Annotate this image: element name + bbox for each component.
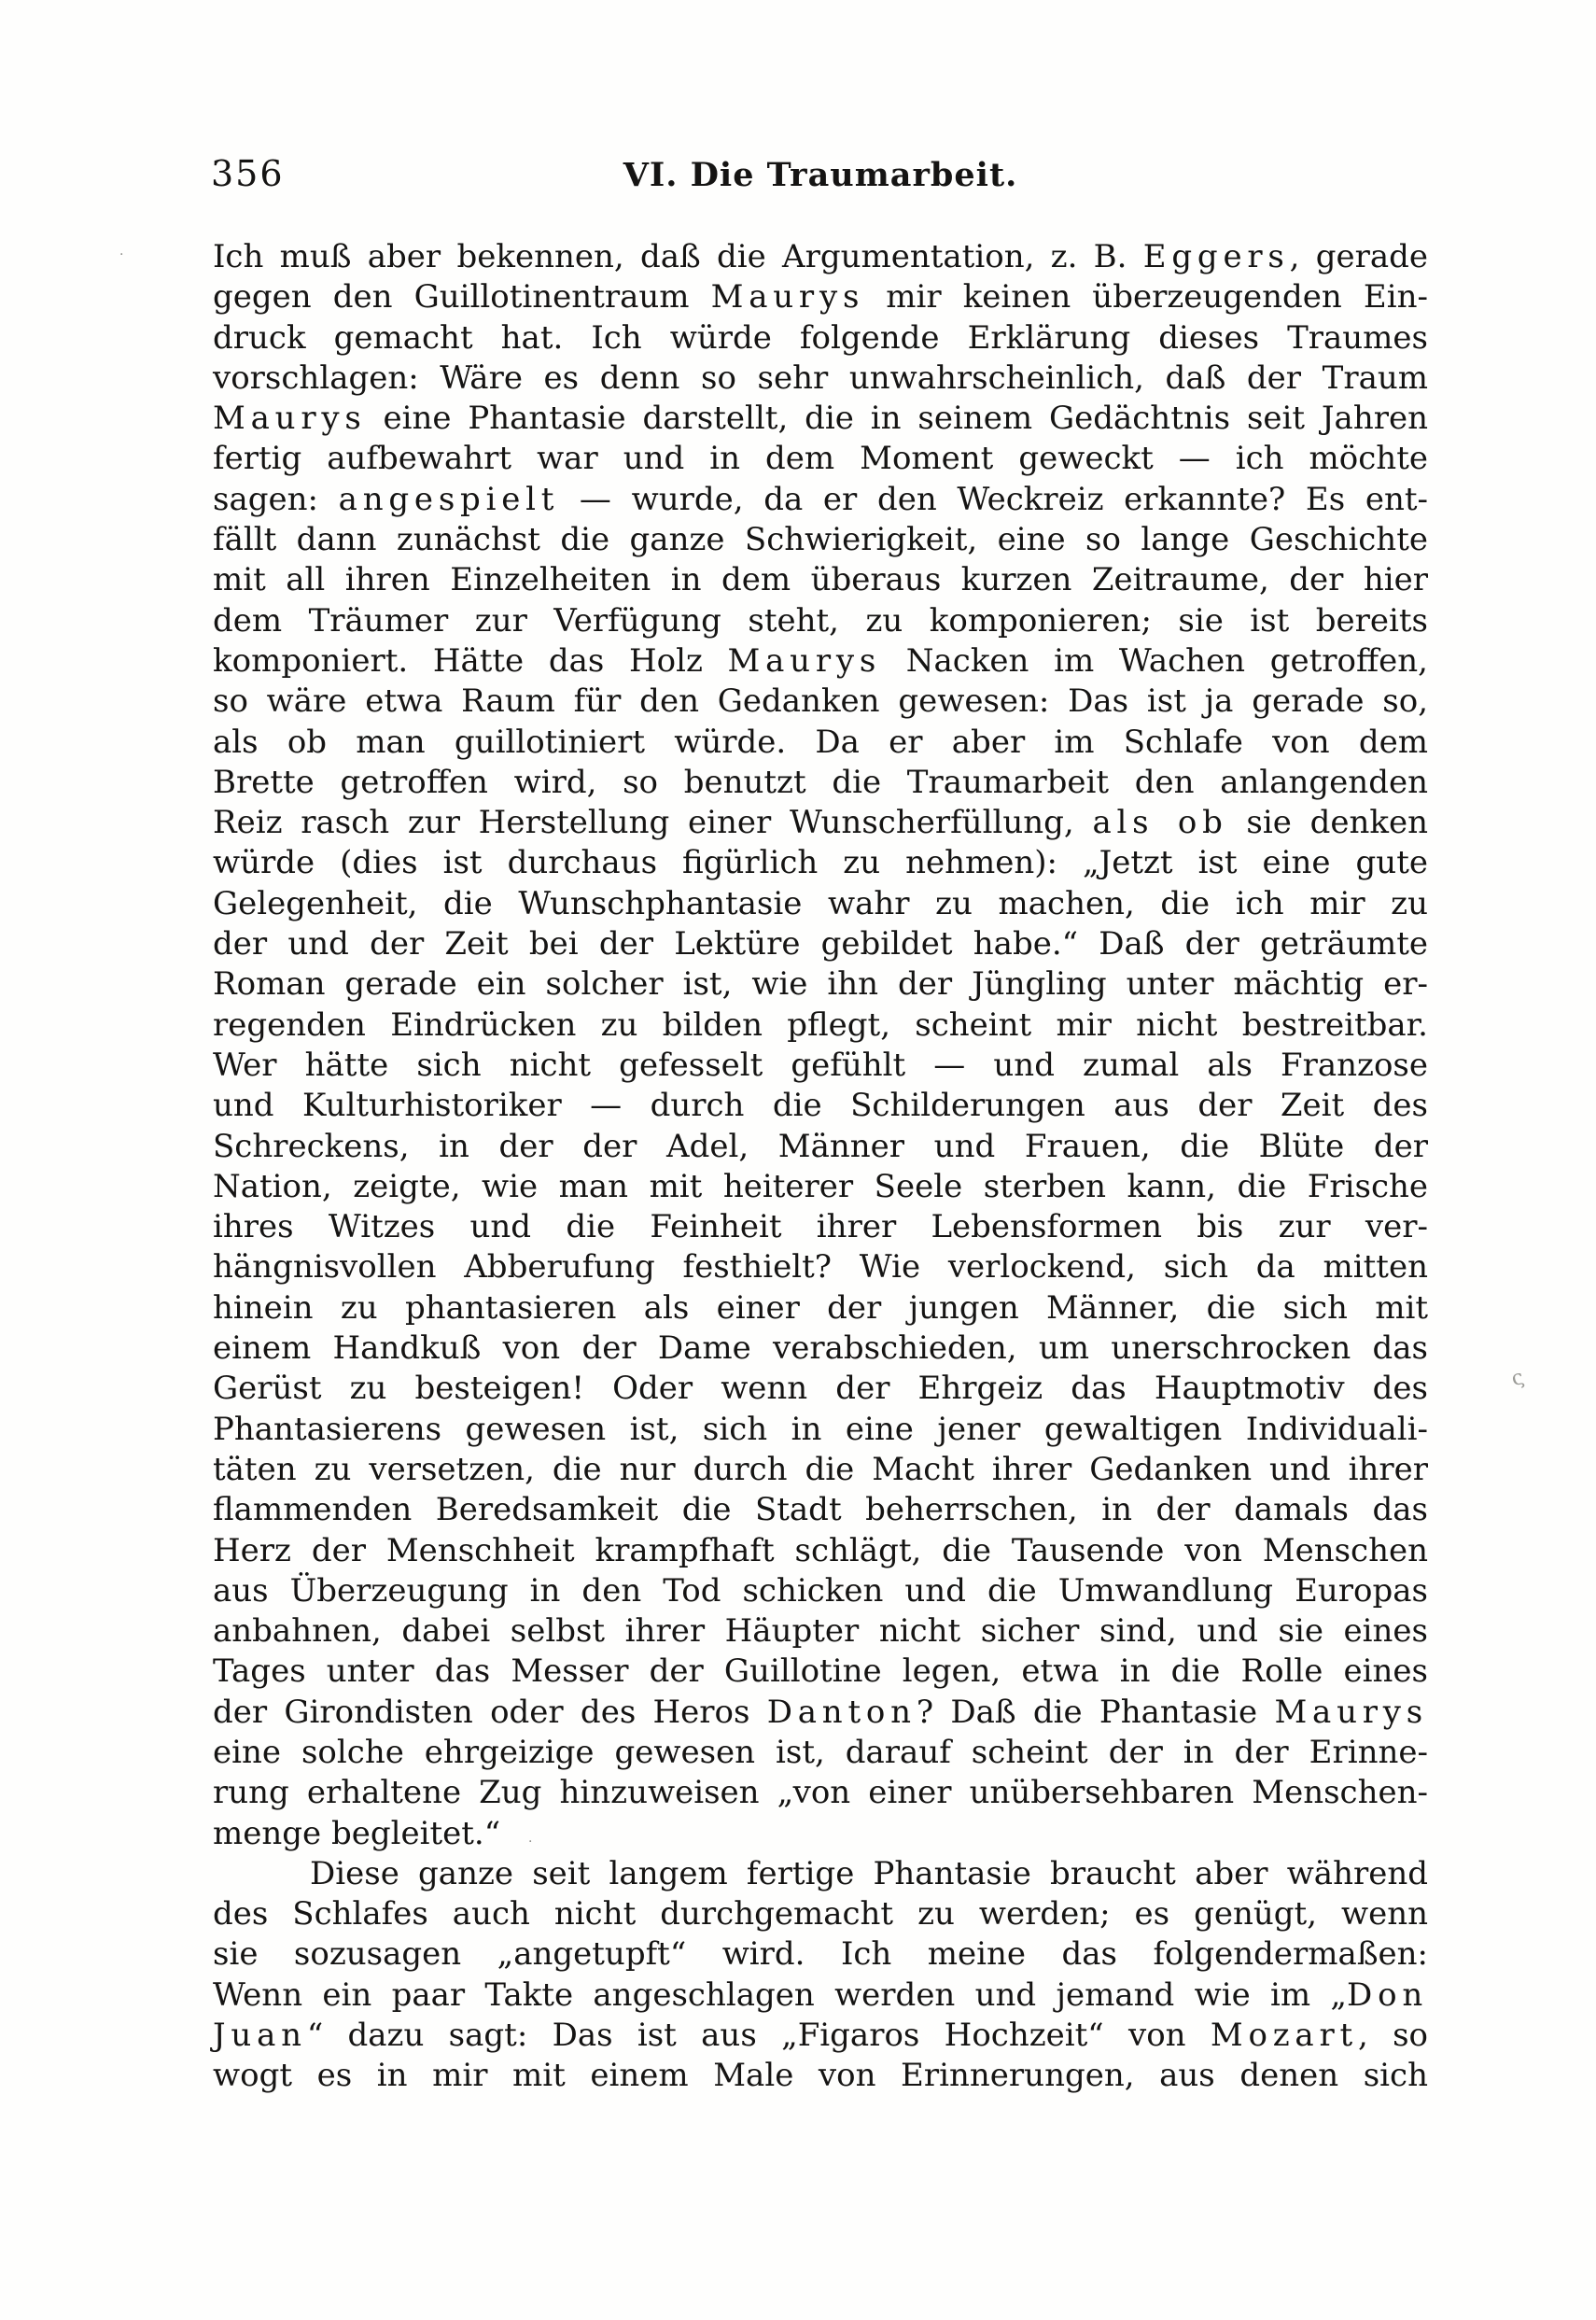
- text-segment: menge begleitet.“: [213, 1814, 501, 1852]
- text-line: [213, 641, 1428, 682]
- text-line: [213, 1329, 1428, 1369]
- text-segment: komponiert. Hätte das Holz: [213, 641, 728, 680]
- emphasized-word: Maurys: [710, 278, 865, 316]
- text-segment: Diese ganze seit langem fertige Phantasie braucht aber während: [310, 1854, 1428, 1892]
- text-line: [213, 237, 1428, 277]
- text-segment: würde (dies ist durchaus figürlich zu nehmen): „Jetzt ist eine gute: [213, 844, 1428, 882]
- text-line: [213, 1247, 1428, 1287]
- text-segment: Roman gerade ein solcher ist, wie ihn der Jüngling unter mächtig er-: [213, 965, 1428, 1004]
- text-line: [213, 560, 1428, 600]
- text-line: [213, 1611, 1428, 1652]
- emphasized-word: Maurys: [1274, 1693, 1429, 1731]
- text-segment: sie denken: [1227, 804, 1428, 842]
- emphasized-word: als ob: [1092, 804, 1228, 842]
- text-line: [213, 399, 1428, 439]
- text-segment: täten zu versetzen, die nur durch die Macht ihrer Gedanken und ihrer: [213, 1450, 1428, 1488]
- text-line: [213, 1490, 1428, 1530]
- text-line: [213, 1814, 1428, 1854]
- text-line: [213, 1288, 1428, 1329]
- text-segment: einem Handkuß von der Dame verabschieden, um unerschrocken das: [213, 1329, 1428, 1368]
- text-segment: rung erhaltene Zug hinzuweisen „von einer unübersehbaren Menschen-: [213, 1774, 1428, 1812]
- text-line: [213, 520, 1428, 560]
- text-line: [213, 277, 1428, 317]
- text-line: [213, 1652, 1428, 1692]
- text-segment: eine Phantasie darstellt, die in seinem Gedächtnis seit Jahren: [366, 400, 1428, 438]
- text-segment: Brette getroffen wird, so benutzt die Traumarbeit den anlangenden: [213, 763, 1428, 801]
- text-segment: fällt dann zunächst die ganze Schwierigkeit, eine so lange Geschichte: [213, 521, 1428, 559]
- text-line: [213, 1450, 1428, 1490]
- text-segment: Herz der Menschheit krampfhaft schlägt, die Tausende von Menschen: [213, 1531, 1428, 1569]
- text-line: [213, 924, 1428, 964]
- text-segment: der und der Zeit bei der Lektüre gebildet habe.“ Daß der geträumte: [213, 925, 1428, 963]
- text-line: [213, 1894, 1428, 1934]
- text-line: [213, 843, 1428, 883]
- text-segment: “ dazu sagt: Das ist aus „Figaros Hochzeit“ von: [306, 2017, 1211, 2055]
- text-line: [213, 763, 1428, 803]
- text-line: [213, 1005, 1428, 1046]
- text-line: [213, 601, 1428, 641]
- scan-artifact-squiggle: ς: [1508, 1365, 1527, 1392]
- scan-artifact-dot: ·: [528, 1835, 533, 1849]
- text-segment: anbahnen, dabei selbst ihrer Häupter nicht sicher sind, und sie eines: [213, 1612, 1428, 1651]
- text-segment: Phantasierens gewesen ist, sich in eine jener gewaltigen Individuali-: [213, 1410, 1428, 1448]
- text-line: [213, 884, 1428, 924]
- emphasized-word: angespielt: [338, 480, 560, 518]
- text-segment: — wurde, da er den Weckreiz erkannte? Es ent-: [559, 480, 1429, 518]
- text-line: [213, 682, 1428, 722]
- text-line: [213, 1934, 1428, 1975]
- text-segment: ? Daß die Phantasie: [916, 1693, 1275, 1731]
- text-segment: Ich muß aber bekennen, daß die Argumentation, z. B.: [213, 238, 1143, 275]
- text-segment: flammenden Beredsamkeit die Stadt beherrschen, in der damals das: [213, 1491, 1428, 1529]
- text-segment: hinein zu phantasieren als einer der jungen Männer, die sich mit: [213, 1288, 1428, 1327]
- text-line: [213, 1854, 1428, 1894]
- text-line: [213, 1531, 1428, 1571]
- scan-artifact-dot: ·: [119, 247, 124, 262]
- text-segment: und Kulturhistoriker — durch die Schilderungen aus der Zeit des: [213, 1087, 1428, 1125]
- text-segment: Gelegenheit, die Wunschphantasie wahr zu machen, die ich mir zu: [213, 884, 1428, 922]
- text-segment: druck gemacht hat. Ich würde folgende Erklärung dieses Traumes: [213, 318, 1428, 357]
- text-line: [213, 803, 1428, 843]
- text-line: [213, 1773, 1428, 1813]
- text-segment: , gerade: [1289, 238, 1428, 275]
- text-segment: wogt es in mir mit einem Male von Erinnerungen, aus denen sich: [213, 2057, 1428, 2095]
- text-line: [213, 318, 1428, 359]
- text-line: [213, 1571, 1428, 1611]
- text-segment: dem Träumer zur Verfügung steht, zu komponieren; sie ist bereits: [213, 601, 1428, 640]
- text-line: [213, 723, 1428, 763]
- emphasized-word: Don: [1347, 1976, 1428, 2014]
- text-segment: als ob man guillotiniert würde. Da er aber im Schlafe von dem: [213, 723, 1428, 761]
- text-segment: Reiz rasch zur Herstellung einer Wunscherfüllung,: [213, 804, 1093, 842]
- text-segment: eine solche ehrgeizige gewesen ist, darauf scheint der in der Erinne-: [213, 1733, 1428, 1771]
- text-segment: sagen:: [213, 480, 339, 518]
- text-segment: Nacken im Wachen getroffen,: [881, 641, 1428, 680]
- text-line: [213, 1369, 1428, 1409]
- text-line: [213, 480, 1428, 520]
- text-line: [213, 964, 1428, 1005]
- text-segment: regenden Eindrücken zu bilden pflegt, scheint mir nicht bestreitbar.: [213, 1005, 1428, 1044]
- text-line: [213, 1410, 1428, 1450]
- text-segment: fertig aufbewahrt war und in dem Moment geweckt — ich möchte: [213, 440, 1428, 478]
- text-segment: so wäre etwa Raum für den Gedanken gewesen: Das ist ja gerade so,: [213, 682, 1428, 721]
- text-segment: des Schlafes auch nicht durchgemacht zu werden; es genügt, wenn: [213, 1895, 1428, 1933]
- emphasized-word: Mozart: [1210, 2017, 1358, 2055]
- text-line: [213, 1976, 1428, 2016]
- text-line: [213, 2056, 1428, 2096]
- text-segment: Wer hätte sich nicht gefesselt gefühlt — und zumal als Franzose: [213, 1046, 1428, 1084]
- text-line: [213, 1693, 1428, 1733]
- text-segment: hängnisvollen Abberufung festhielt? Wie verlockend, sich da mitten: [213, 1248, 1428, 1287]
- text-line: [213, 359, 1428, 399]
- text-line: [213, 1046, 1428, 1086]
- emphasized-word: Maurys: [213, 400, 367, 438]
- text-block: [213, 237, 1428, 2097]
- text-segment: mit all ihren Einzelheiten in dem überaus kurzen Zeitraume, der hier: [213, 561, 1428, 599]
- text-line: [213, 1167, 1428, 1207]
- text-segment: Wenn ein paar Takte angeschlagen werden und jemand wie im „: [213, 1976, 1348, 2014]
- text-segment: Tages unter das Messer der Guillotine legen, etwa in die Rolle eines: [213, 1652, 1428, 1691]
- text-line: [213, 1207, 1428, 1247]
- text-line: [213, 2016, 1428, 2056]
- text-segment: vorschlagen: Wäre es denn so sehr unwahrscheinlich, daß der Traum: [213, 359, 1428, 397]
- text-line: [213, 1733, 1428, 1773]
- text-segment: gegen den Guillotinentraum: [213, 278, 711, 316]
- text-segment: , so: [1357, 2017, 1428, 2055]
- text-segment: ihres Witzes und die Feinheit ihrer Lebensformen bis zur ver-: [213, 1208, 1428, 1246]
- emphasized-word: Juan: [213, 2017, 307, 2055]
- text-segment: Schreckens, in der der Adel, Männer und Frauen, die Blüte der: [213, 1127, 1428, 1165]
- text-segment: Gerüst zu besteigen! Oder wenn der Ehrgeiz das Hauptmotiv des: [213, 1370, 1428, 1408]
- text-segment: Nation, zeigte, wie man mit heiterer Seele sterben kann, die Frische: [213, 1167, 1428, 1205]
- text-segment: mir keinen überzeugenden Ein-: [864, 278, 1428, 316]
- emphasized-word: Eggers: [1142, 238, 1290, 275]
- page-number: 356: [211, 153, 285, 194]
- text-segment: aus Überzeugung in den Tod schicken und die Umwandlung Europas: [213, 1571, 1428, 1610]
- text-segment: der Girondisten oder des Heros: [213, 1693, 767, 1731]
- emphasized-word: Maurys: [727, 641, 882, 680]
- text-segment: sie sozusagen „angetupft“ wird. Ich meine das folgendermaßen:: [213, 1935, 1428, 1974]
- text-line: [213, 439, 1428, 479]
- text-line: [213, 1127, 1428, 1167]
- running-head: VI. Die Traumarbeit.: [623, 156, 1018, 194]
- text-line: [213, 1086, 1428, 1126]
- emphasized-word: Danton: [766, 1693, 917, 1731]
